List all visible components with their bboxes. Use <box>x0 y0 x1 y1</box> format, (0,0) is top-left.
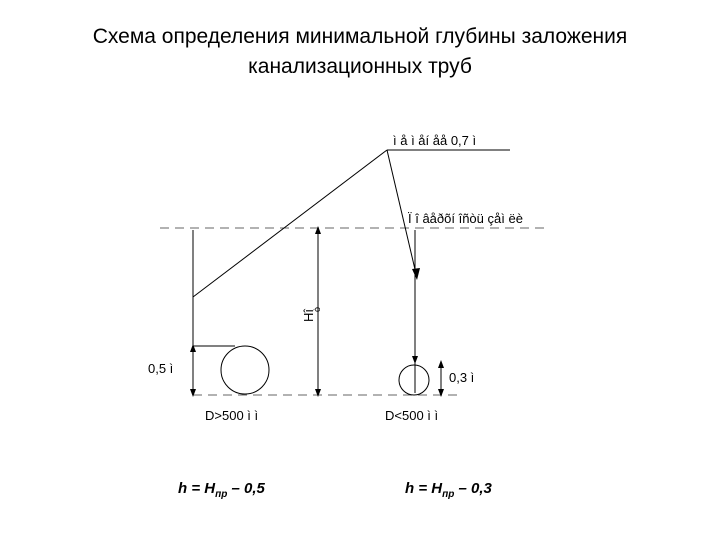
formula-right-lhs: h = H <box>405 480 443 497</box>
formula-left <box>178 480 265 500</box>
h-label: Hî <box>301 309 316 322</box>
left-slope-line <box>193 150 387 297</box>
formula-left-lhs: h = H <box>178 480 216 497</box>
title-line-2: канализационных труб <box>248 55 472 78</box>
left-pipe-circle <box>221 346 269 394</box>
formula-right-sub: пр <box>442 489 455 500</box>
middle-note-label: Ï î âåðõí îñòü çåì ëè <box>408 211 523 226</box>
left-diameter-label: D>500 ì ì <box>205 408 259 423</box>
top-note-label: ì å ì åí åå 0,7 ì <box>393 133 477 148</box>
right-gap-label: 0,3 ì <box>449 370 475 385</box>
left-gap-label: 0,5 ì <box>148 361 174 376</box>
formula-left-sub: пр <box>215 489 228 500</box>
formula-left-rhs: – 0,5 <box>227 480 265 497</box>
h-label-sub: ò <box>312 306 322 312</box>
formula-right <box>405 480 492 500</box>
right-diameter-label: D<500 ì ì <box>385 408 439 423</box>
right-pipe-circle <box>399 365 429 395</box>
formula-right-rhs: – 0,3 <box>454 480 492 497</box>
right-slope-arrowhead <box>412 268 420 280</box>
title-line-1: Схема определения минимальной глубины заложения <box>92 25 628 48</box>
